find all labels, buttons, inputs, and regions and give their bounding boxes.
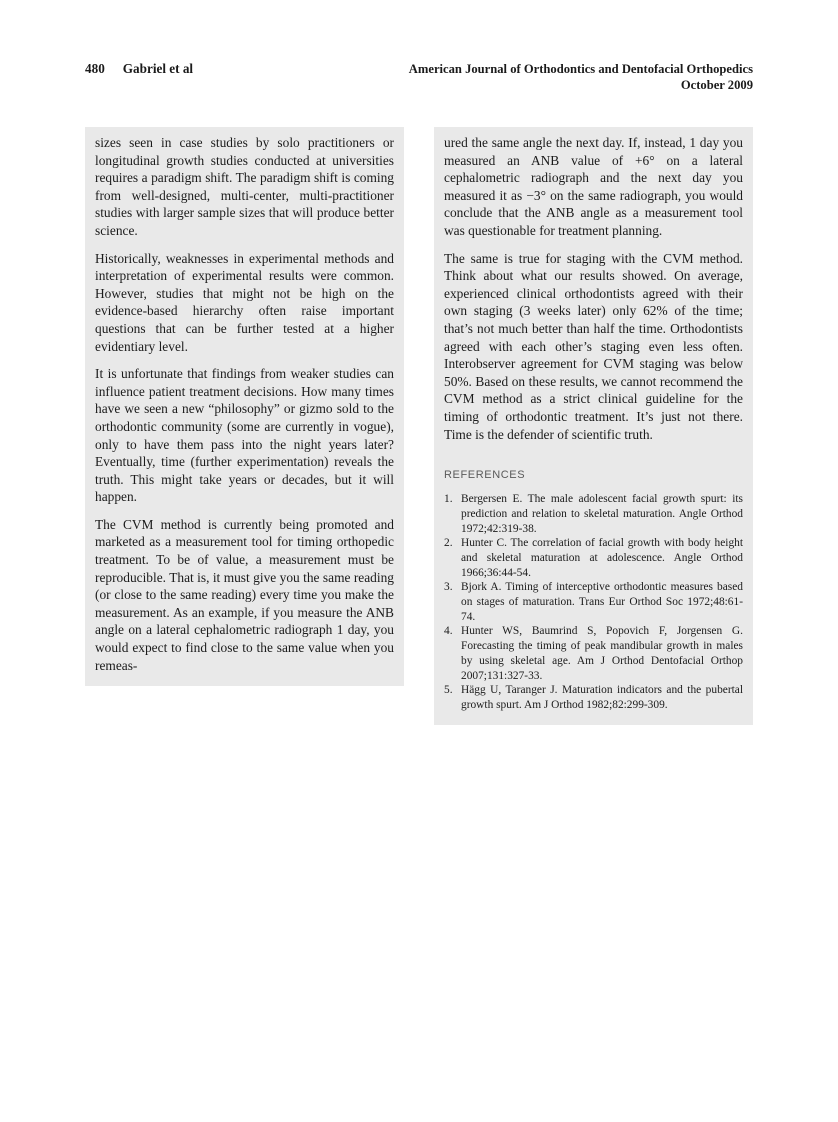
two-column-body [85,127,753,725]
issue-date: October 2009 [680,78,753,92]
reference-item: Bjork A. Timing of interceptive orthodontic measures based on stages of maturation. Trans Eur Orthod Soc 1972;48:61-74. [461,581,743,623]
body-paragraph: It is unfortunate that findings from weaker studies can influence patient treatment decisions. How many times have we seen a new “philosophy” or gizmo sold to the orthodontic community (some are currently in vogue), only to have them pass into the night years later? Eventually, time (further experimentation) reveals the truth. This might take years or decades, but it will happen. [95,366,394,505]
body-paragraph: The CVM method is currently being promoted and marketed as a measurement tool for timing orthopedic treatment. To be of value, a measurement must be reproducible. That is, it must give you the same reading (or close to the same reading) every time you make the measurement. As an example, if you measure the ANB angle on a lateral cephalometric radiograph 1 day, you would expect to find close to the same value when you remeas- [95,516,394,673]
references-list [444,492,743,713]
body-paragraph: ured the same angle the next day. If, instead, 1 day you measured an ANB value of +6° on a lateral cephalometric radiograph and the next day you measured it as −3° on the same radiograph, you would conclude that the ANB angle as a measurement tool was questionable for treatment planning. [444,135,743,238]
right-column [434,127,753,725]
references-heading: REFERENCES [444,469,526,482]
reference-item: Bergersen E. The male adolescent facial growth spurt: its prediction and relation to skeletal maturation. Angle Orthod 1972;42:319-38. [461,493,743,535]
running-head-left [85,61,193,77]
reference-item: Hunter WS, Baumrind S, Popovich F, Jorgensen G. Forecasting the timing of peak mandibular growth in males by using skeletal age. Am J Orthod Dentofacial Orthop 2007;131:327-33. [461,625,743,682]
body-paragraph: Historically, weaknesses in experimental methods and interpretation of experimental results were common. However, studies that might not be high on the evidence-based hierarchy often raise important questions that can be further tested at a higher evidentiary level. [95,250,394,354]
running-head [85,61,753,93]
running-head-right [409,61,753,93]
reference-item: Hägg U, Taranger J. Maturation indicators and the pubertal growth spurt. Am J Orthod 1982;82:299-309. [461,684,743,711]
page-number: 480 [85,61,105,76]
left-column [85,127,404,686]
journal-name: American Journal of Orthodontics and Dentofacial Orthopedics [408,62,753,76]
reference-item: Hunter C. The correlation of facial growth with body height and skeletal maturation at adolescence. Angle Orthod 1966;36:44-54. [461,537,743,579]
body-paragraph: sizes seen in case studies by solo practitioners or longitudinal growth studies conducted at universities requires a paradigm shift. The paradigm shift is coming from well-designed, multi-center, multi-practitioner studies with larger sample sizes that will produce better science. [95,135,394,238]
authors-label: Gabriel et al [122,61,194,76]
body-paragraph: The same is true for staging with the CVM method. Think about what our results showed. On average, experienced clinical orthodontists agreed with their own staging (3 weeks later) only 62% of the time; that’s not much better than half the time. Orthodontists agreed with each other’s staging even less often. Interobserver agreement for CVM staging was below 50%. Based on these results, we cannot recommend the CVM method as a strict clinical guideline for the timing of orthodontic treatment. It’s just not there. Time is the defender of scientific truth. [444,250,743,442]
